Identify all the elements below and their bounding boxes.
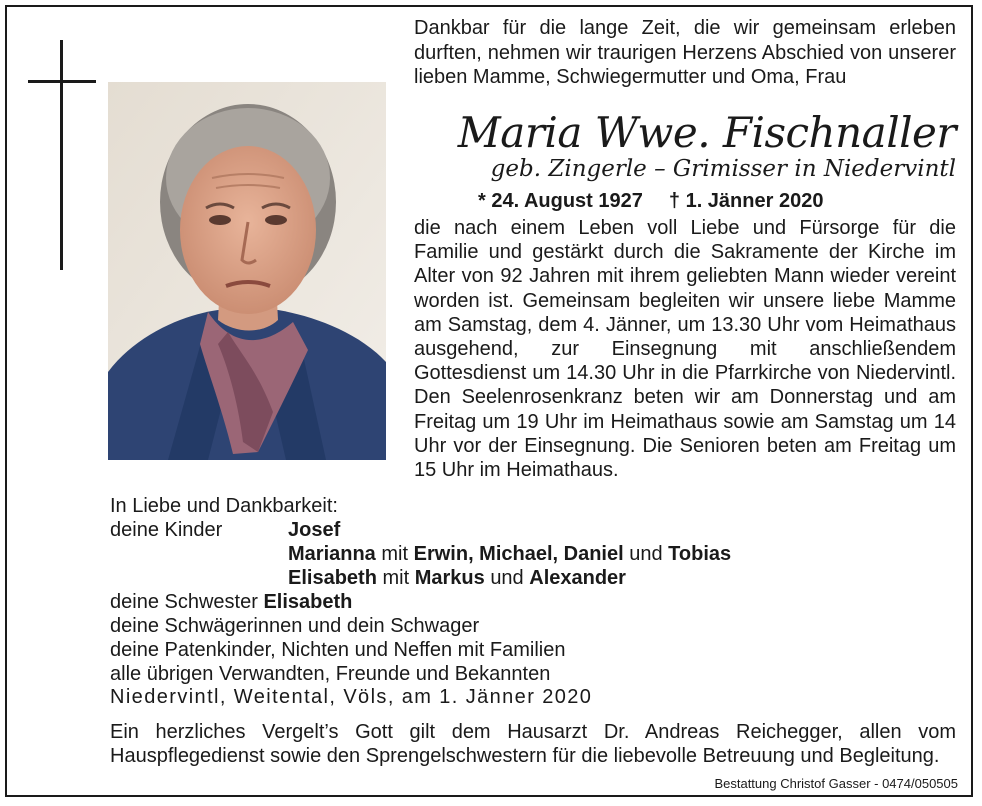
children-row-2: [110, 542, 731, 566]
thanks-text: Ein herzliches Vergelt’s Gott gilt dem Hausarzt Dr. Andreas Reichegger, allen vom Hauspflegedienst sowie den Sprengelschwestern für die liebevolle Betreuung und Begleitung.: [110, 721, 956, 767]
portrait-illustration: [108, 82, 386, 460]
connector-with: mit: [382, 567, 410, 589]
birth-name: geb. Zingerle – Grimisser in Niedervintl: [490, 156, 956, 182]
obituary-body: die nach einem Leben voll Liebe und Fürsorge für die Familie und gestärkt durch die Sakramente der Kirche im Alter von 92 Jahren mit ihrem geliebten Mann wieder vereint worden ist. Gemeinsam begleiten wir unsere liebe Mamme am Samstag, dem 4. Jänner, um 13.30 Uhr vom Heimathaus ausgehend, zur Einsegnung mit anschließendem Gottesdienst um 14.30 Uhr in die Pfarrkirche von Niedervintl. Den Seelenrosenkranz beten wir am Donnerstag und am Freitag um 19 Uhr im Heimathaus sowie am Samstag um 14 Uhr vor der Einsegnung. Die Senioren beten am Freitag um 15 Uhr im Heimathaus.: [414, 217, 956, 482]
marianna-family: Erwin, Michael, Daniel: [413, 543, 624, 565]
cross-icon-horizontal: [28, 80, 96, 83]
connector-with: mit: [381, 543, 409, 565]
connector-and: und: [629, 543, 663, 565]
undertaker-credit: Bestattung Christof Gasser - 0474/050505: [714, 776, 958, 791]
elisabeth-family-last: Alexander: [529, 567, 626, 589]
family-list: [110, 494, 731, 686]
godchildren-line: deine Patenkinder, Nichten und Neffen mit Familien: [110, 639, 566, 661]
deceased-name: Maria Wwe. Fischnaller: [457, 108, 956, 157]
inlaws-line: deine Schwägerinnen und dein Schwager: [110, 615, 480, 637]
child-elisabeth: Elisabeth: [288, 567, 377, 589]
intro-text: Dankbar für die lange Zeit, die wir gemeinsam erleben durften, nehmen wir traurigen Herzens Abschied von unserer lieben Mamme, Schwiegermutter und Oma, Frau: [414, 17, 956, 88]
sister-row: [110, 590, 731, 614]
children-row-1: [110, 518, 731, 542]
sister-label: deine Schwester: [110, 591, 258, 613]
child-josef: Josef: [288, 519, 341, 541]
portrait-photo: [108, 82, 386, 460]
cross-icon-vertical: [60, 40, 63, 270]
family-heading: In Liebe und Dankbarkeit:: [110, 495, 338, 517]
children-label: deine Kinder: [110, 519, 223, 541]
child-marianna: Marianna: [288, 543, 376, 565]
children-row-3: [110, 566, 731, 590]
death-date: † 1. Jänner 2020: [668, 190, 824, 212]
sister-name: Elisabeth: [263, 591, 353, 613]
place-date: Niedervintl, Weitental, Völs, am 1. Jänner 2020: [110, 686, 593, 708]
life-dates: [478, 190, 823, 213]
marianna-family-last: Tobias: [668, 543, 732, 565]
birth-date: * 24. August 1927: [478, 190, 643, 212]
connector-and: und: [490, 567, 524, 589]
relatives-line: alle übrigen Verwandten, Freunde und Bekannten: [110, 663, 551, 685]
elisabeth-family: Markus: [414, 567, 485, 589]
